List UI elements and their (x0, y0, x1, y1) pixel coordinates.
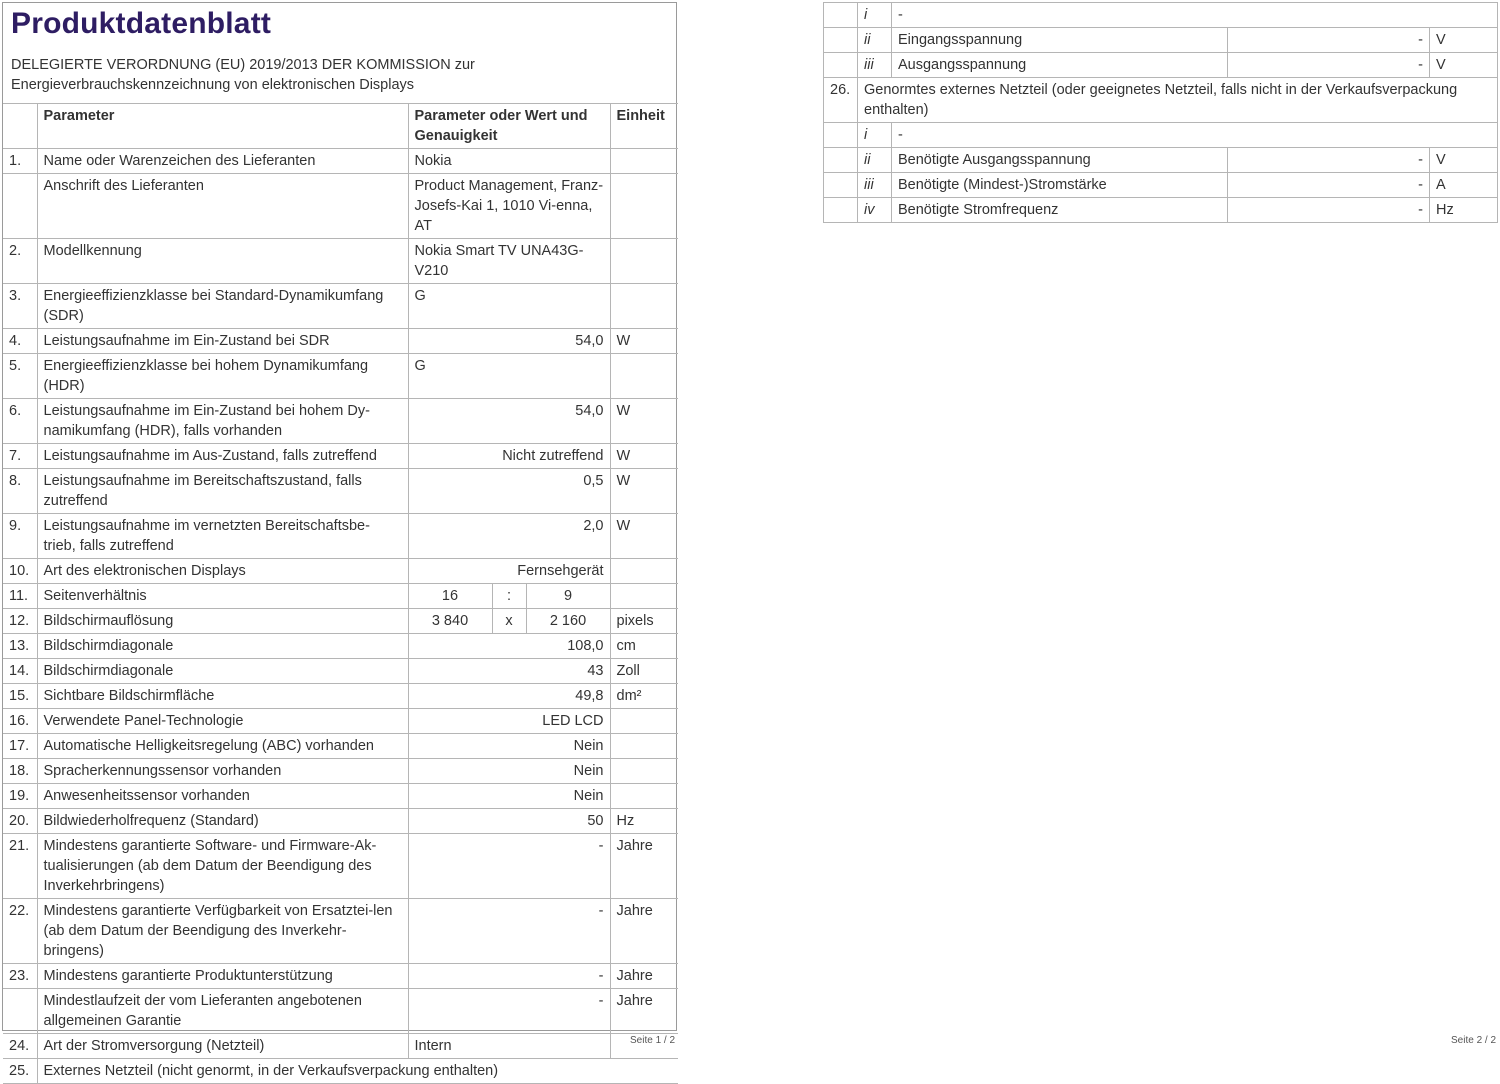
row-unit: V (1430, 53, 1498, 78)
row-value: - (408, 964, 610, 989)
page-title: Produktdatenblatt (11, 7, 272, 40)
subtitle-line-2: Energieverbrauchskennzeichnung von elektronischen Displays (11, 77, 415, 93)
row-number (3, 989, 37, 1034)
row-label: Eingangsspannung (892, 28, 1228, 53)
row-value: 108,0 (408, 634, 610, 659)
row-label: Leistungsaufnahme im Ein-Zustand bei hohem Dy-namikumfang (HDR), falls vorhanden (37, 399, 408, 444)
row-unit (610, 734, 678, 759)
row-value: G (408, 354, 610, 399)
row-label: Art der Stromversorgung (Netzteil) (37, 1034, 408, 1059)
row-number (824, 173, 858, 198)
row-value: 54,0 (408, 399, 610, 444)
row-value: G (408, 284, 610, 329)
row-label: Anwesenheitssensor vorhanden (37, 784, 408, 809)
table-row (3, 284, 678, 329)
row-value: 43 (408, 659, 610, 684)
row-value-1: 16 (408, 584, 492, 609)
row-value: Nicht zutreffend (408, 444, 610, 469)
table-row (3, 174, 678, 239)
row-value: - (408, 834, 610, 899)
row-number: 15. (3, 684, 37, 709)
row-label: Art des elektronischen Displays (37, 559, 408, 584)
table-row (824, 198, 1498, 223)
row-unit (610, 149, 678, 174)
table-row (3, 784, 678, 809)
row-number: 3. (3, 284, 37, 329)
row-label: Leistungsaufnahme im Ein-Zustand bei SDR (37, 329, 408, 354)
row-number: 7. (3, 444, 37, 469)
row-value: - (1228, 53, 1430, 78)
row-number (824, 28, 858, 53)
row-number: 11. (3, 584, 37, 609)
row-value-2: 9 (526, 584, 610, 609)
row-unit (610, 759, 678, 784)
table-row (3, 684, 678, 709)
row-label: Modellkennung (37, 239, 408, 284)
row-label: Benötigte Stromfrequenz (892, 198, 1228, 223)
row-number: 25. (3, 1059, 37, 1084)
table-row (824, 123, 1498, 148)
row-number: 22. (3, 899, 37, 964)
row-value: LED LCD (408, 709, 610, 734)
row-unit (610, 284, 678, 329)
row-unit: V (1430, 28, 1498, 53)
row-unit: V (1430, 148, 1498, 173)
row-label: Benötigte Ausgangsspannung (892, 148, 1228, 173)
row-label: Leistungsaufnahme im vernetzten Bereitschaftsbe-trieb, falls zutreffend (37, 514, 408, 559)
table-row (824, 53, 1498, 78)
row-number: 13. (3, 634, 37, 659)
header-num-cell (3, 104, 37, 149)
row-value: 2,0 (408, 514, 610, 559)
row-label: Energieeffizienzklasse bei Standard-Dynamikumfang (SDR) (37, 284, 408, 329)
row-number: 12. (3, 609, 37, 634)
table-row (3, 329, 678, 354)
row-unit (610, 559, 678, 584)
row-unit: pixels (610, 609, 678, 634)
row-number: 8. (3, 469, 37, 514)
table-row (824, 173, 1498, 198)
row-unit: Hz (610, 809, 678, 834)
row-number: 20. (3, 809, 37, 834)
row-label: Ausgangsspannung (892, 53, 1228, 78)
row-label: Bildwiederholfrequenz (Standard) (37, 809, 408, 834)
power-supply-table (823, 2, 1498, 223)
row-label: Sichtbare Bildschirmfläche (37, 684, 408, 709)
row-unit (610, 784, 678, 809)
row-unit: W (610, 469, 678, 514)
row-subnumber: iv (858, 198, 892, 223)
header-unit: Einheit (610, 104, 678, 149)
row-unit (610, 174, 678, 239)
table-row (3, 899, 678, 964)
table-row (3, 809, 678, 834)
row-value: Intern (408, 1034, 610, 1059)
row-label: Leistungsaufnahme im Aus-Zustand, falls zutreffend (37, 444, 408, 469)
table-row (824, 3, 1498, 28)
table-row (824, 28, 1498, 53)
row-unit: Jahre (610, 834, 678, 899)
table-row (3, 709, 678, 734)
row-unit (610, 239, 678, 284)
row-unit: dm² (610, 684, 678, 709)
table-row (3, 659, 678, 684)
row-label: Mindestens garantierte Produktunterstützung (37, 964, 408, 989)
row-number: 10. (3, 559, 37, 584)
row-unit (610, 584, 678, 609)
table-row (3, 834, 678, 899)
row-value: 50 (408, 809, 610, 834)
table-row (3, 354, 678, 399)
row-number: 5. (3, 354, 37, 399)
table-row (3, 1034, 678, 1059)
row-value: 54,0 (408, 329, 610, 354)
row-value: - (408, 989, 610, 1034)
row-label: - (892, 3, 1498, 28)
header-value: Parameter oder Wert und Genauigkeit (408, 104, 610, 149)
table-row (3, 444, 678, 469)
row-unit (610, 709, 678, 734)
row-value: Fernsehgerät (408, 559, 610, 584)
row-value: - (1228, 148, 1430, 173)
table-row (3, 734, 678, 759)
table-row (3, 399, 678, 444)
row-number: 14. (3, 659, 37, 684)
row-number: 16. (3, 709, 37, 734)
row-unit: Jahre (610, 899, 678, 964)
page-1-footer: Seite 1 / 2 (630, 1035, 676, 1046)
regulation-subtitle (3, 49, 676, 103)
row-label: Energieeffizienzklasse bei hohem Dynamikumfang (HDR) (37, 354, 408, 399)
row-value-2: 2 160 (526, 609, 610, 634)
table-row (3, 514, 678, 559)
row-value: - (408, 899, 610, 964)
row-value-1: 3 840 (408, 609, 492, 634)
table-row (3, 634, 678, 659)
row-number (3, 174, 37, 239)
table-row (3, 989, 678, 1034)
row-number (824, 148, 858, 173)
row-subnumber: i (858, 123, 892, 148)
row-number: 6. (3, 399, 37, 444)
row-number (824, 198, 858, 223)
table-row (3, 149, 678, 174)
table-row (3, 469, 678, 514)
row-number: 2. (3, 239, 37, 284)
row-unit: cm (610, 634, 678, 659)
row-subnumber: iii (858, 173, 892, 198)
row-value: Nein (408, 759, 610, 784)
row-number (824, 123, 858, 148)
header-parameter: Parameter (37, 104, 408, 149)
row-label: - (892, 123, 1498, 148)
row-unit (610, 354, 678, 399)
row-unit: Zoll (610, 659, 678, 684)
row-label: Mindestlaufzeit der vom Lieferanten angebotenen allgemeinen Garantie (37, 989, 408, 1034)
table-row (824, 148, 1498, 173)
row-value: - (1228, 173, 1430, 198)
row-unit: A (1430, 173, 1498, 198)
product-data-table (3, 103, 678, 1084)
row-label: Bildschirmauflösung (37, 609, 408, 634)
subtitle-line-1: DELEGIERTE VERORDNUNG (EU) 2019/2013 DER KOMMISSION zur (11, 57, 475, 73)
table-row (3, 1059, 678, 1084)
row-label: Automatische Helligkeitsregelung (ABC) vorhanden (37, 734, 408, 759)
row-value: Nein (408, 784, 610, 809)
row-label: Genormtes externes Netzteil (oder geeignetes Netzteil, falls nicht in der Verkaufsverpackung enthalten) (858, 78, 1498, 123)
table-row (3, 559, 678, 584)
page-2-footer: Seite 2 / 2 (1451, 1035, 1497, 1046)
row-number: 18. (3, 759, 37, 784)
row-number (824, 3, 858, 28)
page-2 (823, 2, 1498, 223)
row-label: Name oder Warenzeichen des Lieferanten (37, 149, 408, 174)
table-row (3, 964, 678, 989)
row-value: 0,5 (408, 469, 610, 514)
row-number: 21. (3, 834, 37, 899)
row-number: 1. (3, 149, 37, 174)
row-unit: W (610, 399, 678, 444)
row-number: 9. (3, 514, 37, 559)
row-number: 17. (3, 734, 37, 759)
row-label: Verwendete Panel-Technologie (37, 709, 408, 734)
row-label: Leistungsaufnahme im Bereitschaftszustand, falls zutreffend (37, 469, 408, 514)
row-number: 19. (3, 784, 37, 809)
row-unit: Hz (1430, 198, 1498, 223)
row-number (824, 53, 858, 78)
row-subnumber: ii (858, 28, 892, 53)
row-label: Externes Netzteil (nicht genormt, in der Verkaufsverpackung enthalten) (37, 1059, 678, 1084)
row-label: Spracherkennungssensor vorhanden (37, 759, 408, 784)
row-value: - (1228, 198, 1430, 223)
row-number: 24. (3, 1034, 37, 1059)
row-value-separator: x (492, 609, 526, 634)
row-value-separator: : (492, 584, 526, 609)
row-subnumber: i (858, 3, 892, 28)
row-number: 23. (3, 964, 37, 989)
row-subnumber: ii (858, 148, 892, 173)
table-row (824, 78, 1498, 123)
row-subnumber: iii (858, 53, 892, 78)
row-value: - (1228, 28, 1430, 53)
row-number: 26. (824, 78, 858, 123)
row-value: 49,8 (408, 684, 610, 709)
row-unit: W (610, 514, 678, 559)
row-value: Product Management, Franz-Josefs-Kai 1, 1010 Vi-enna, AT (408, 174, 610, 239)
row-number: 4. (3, 329, 37, 354)
row-label: Anschrift des Lieferanten (37, 174, 408, 239)
table-row (3, 759, 678, 784)
row-value: Nokia (408, 149, 610, 174)
row-unit: Jahre (610, 964, 678, 989)
row-label: Bildschirmdiagonale (37, 659, 408, 684)
table-row (3, 239, 678, 284)
table-row (3, 584, 678, 609)
row-label: Mindestens garantierte Verfügbarkeit von Ersatztei-len (ab dem Datum der Beendigung des Inverkehr-bringens) (37, 899, 408, 964)
table-row (3, 609, 678, 634)
table-header-row (3, 104, 678, 149)
row-unit: W (610, 329, 678, 354)
row-label: Bildschirmdiagonale (37, 634, 408, 659)
row-unit: Jahre (610, 989, 678, 1034)
row-label: Benötigte (Mindest-)Stromstärke (892, 173, 1228, 198)
row-value: Nokia Smart TV UNA43G-V210 (408, 239, 610, 284)
row-unit: W (610, 444, 678, 469)
row-label: Seitenverhältnis (37, 584, 408, 609)
row-value: Nein (408, 734, 610, 759)
row-label: Mindestens garantierte Software- und Firmware-Ak-tualisierungen (ab dem Datum der Beendigung des Inverkehrbringens) (37, 834, 408, 899)
